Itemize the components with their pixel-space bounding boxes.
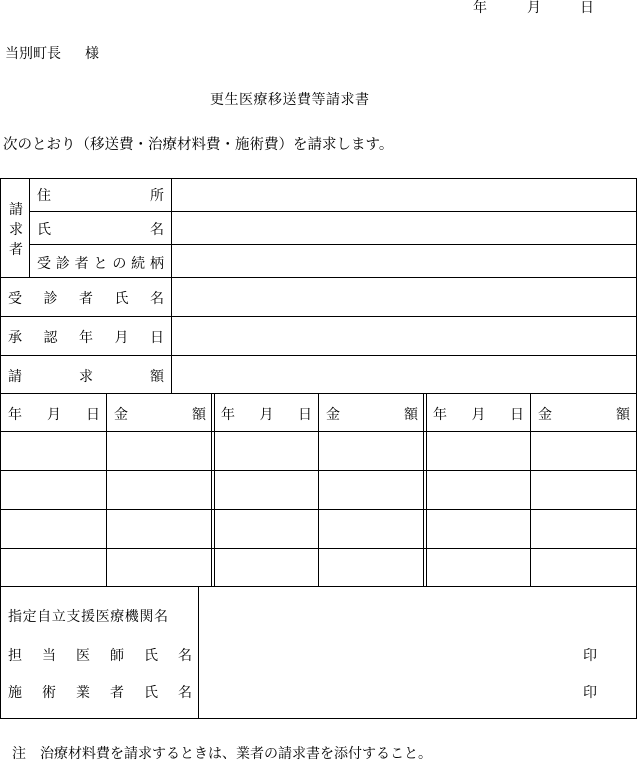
doctor-name-field[interactable] [200, 636, 570, 670]
claimant-group-label: 請 求 者 [9, 202, 23, 258]
detail-cell[interactable] [428, 511, 529, 547]
detail-cell[interactable] [216, 472, 317, 508]
date-year-label: 年 [473, 0, 487, 16]
detail-cell[interactable] [532, 472, 635, 508]
detail-amount-header: 金 額 [114, 407, 206, 423]
detail-date-header: 年 月 日 [433, 407, 524, 423]
detail-cell[interactable] [532, 433, 635, 469]
detail-cell[interactable] [2, 511, 105, 547]
footnote: 注 治療材料費を請求するときは、業者の請求書を添付すること。 [12, 746, 432, 762]
detail-cell[interactable] [108, 550, 210, 585]
detail-cell[interactable] [320, 472, 422, 508]
institution-field[interactable] [200, 596, 630, 630]
detail-cell[interactable] [320, 511, 422, 547]
intro-text: 次のとおり（移送費・治療材料費・施術費）を請求します。 [3, 137, 394, 153]
detail-cell[interactable] [216, 433, 317, 469]
detail-cell[interactable] [428, 550, 529, 585]
claim-amount-field[interactable] [173, 357, 635, 392]
recipient-name: 当別町長 [5, 46, 61, 62]
claimant-address-field[interactable] [173, 180, 635, 210]
claim-amount-label: 請 求 額 [8, 369, 164, 385]
practitioner-seal-mark: 印 [583, 685, 597, 701]
approval-date-field[interactable] [173, 318, 635, 354]
detail-cell[interactable] [532, 550, 635, 585]
detail-cell[interactable] [320, 433, 422, 469]
detail-date-header: 年 月 日 [221, 407, 312, 423]
detail-cell[interactable] [428, 433, 529, 469]
detail-cell[interactable] [108, 472, 210, 508]
claimant-relation-label: 受 診 者 と の 続 柄 [37, 256, 164, 272]
claimant-relation-field[interactable] [173, 246, 635, 276]
approval-date-label: 承 認 年 月 日 [8, 330, 164, 346]
date-month-label: 月 [527, 0, 541, 16]
practitioner-label: 施 術 業 者 氏 名 [8, 685, 192, 701]
detail-cell[interactable] [2, 550, 105, 585]
date-day-label: 日 [580, 0, 594, 16]
recipient-honorific: 様 [85, 46, 99, 62]
page-title: 更生医療移送費等請求書 [210, 92, 370, 108]
detail-cell[interactable] [108, 433, 210, 469]
detail-amount-header: 金 額 [326, 407, 418, 423]
claimant-address-label: 住 所 [37, 188, 164, 204]
detail-cell[interactable] [532, 511, 635, 547]
detail-amount-header: 金 額 [538, 407, 630, 423]
detail-cell[interactable] [216, 511, 317, 547]
patient-name-label: 受 診 者 氏 名 [8, 291, 164, 307]
detail-cell[interactable] [320, 550, 422, 585]
detail-cell[interactable] [428, 472, 529, 508]
claimant-name-label: 氏 名 [37, 222, 164, 238]
detail-cell[interactable] [216, 550, 317, 585]
doctor-label: 担 当 医 師 氏 名 [8, 648, 192, 664]
claimant-name-field[interactable] [173, 213, 635, 243]
detail-cell[interactable] [108, 511, 210, 547]
detail-cell[interactable] [2, 472, 105, 508]
detail-date-header: 年 月 日 [8, 407, 100, 423]
detail-cell[interactable] [2, 433, 105, 469]
institution-label: 指定自立支援医療機関名 [8, 609, 169, 625]
practitioner-name-field[interactable] [200, 674, 570, 708]
doctor-seal-mark: 印 [583, 648, 597, 664]
patient-name-field[interactable] [173, 279, 635, 315]
